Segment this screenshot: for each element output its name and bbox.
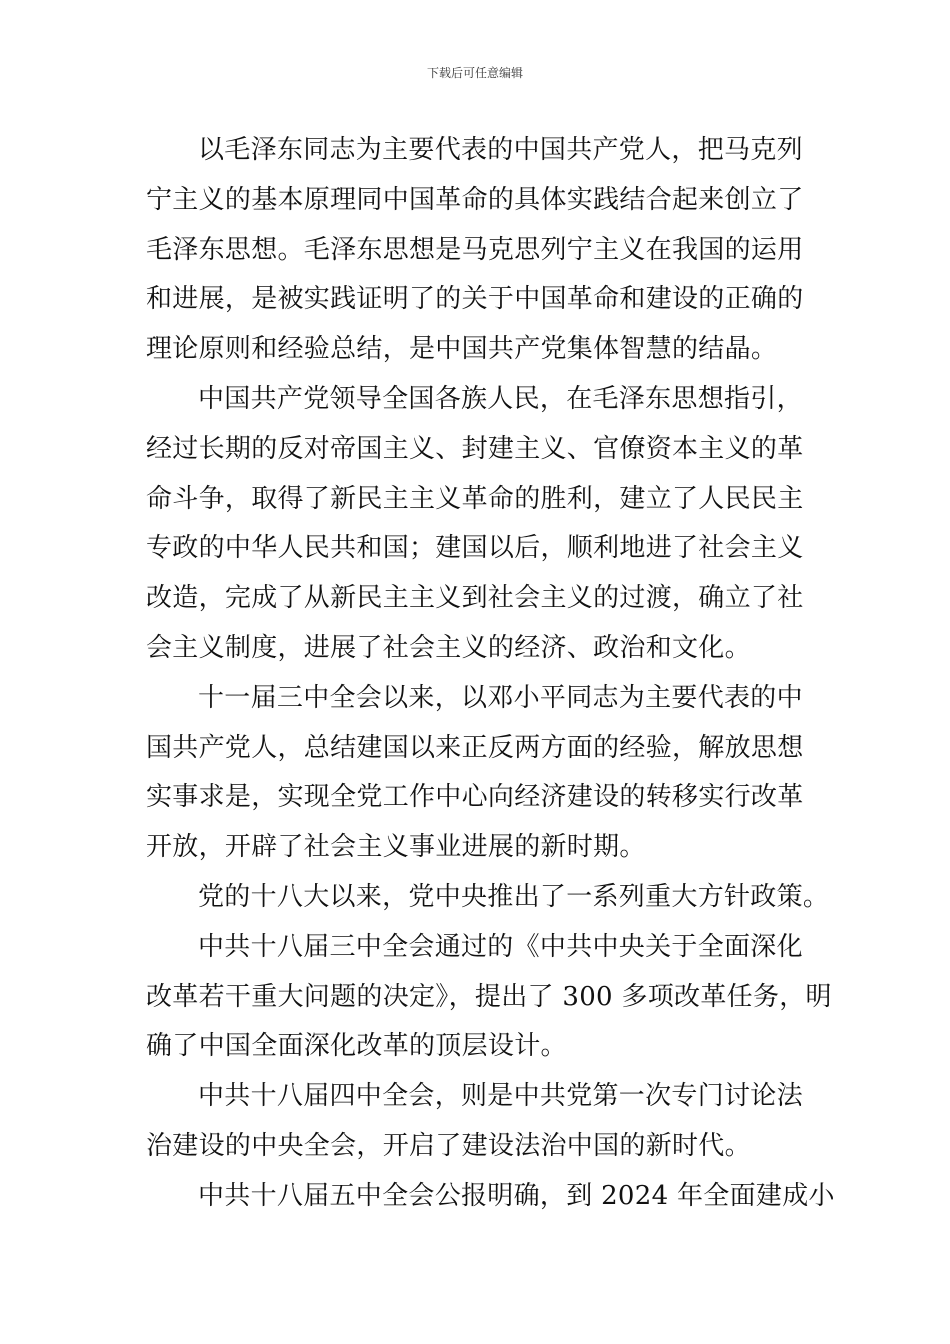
text-line: 命斗争，取得了新民主主义革命的胜利，建立了人民民主 [146, 483, 804, 514]
text-line: 改革若干重大问题的决定》，提出了 300 多项改革任务，明 [146, 981, 832, 1012]
text-line: 中共十八届四中全会，则是中共党第一次专门讨论法 [198, 1081, 803, 1112]
paragraph-5 [146, 923, 832, 1072]
paragraph-4 [146, 873, 830, 923]
paragraph-7 [146, 1172, 835, 1222]
text-line: 十一届三中全会以来，以邓小平同志为主要代表的中 [198, 682, 803, 713]
text-line: 专政的中华人民共和国；建国以后，顺利地进了社会主义 [146, 533, 804, 564]
document-body [146, 126, 835, 1222]
text-line: 以毛泽东同志为主要代表的中国共产党人，把马克列 [198, 135, 803, 165]
page-header-note: 下载后可任意编辑 [426, 66, 523, 80]
paragraph-3 [146, 674, 806, 873]
text-line: 理论原则和经验总结，是中国共产党集体智慧的结晶。 [146, 334, 778, 365]
text-line: 会主义制度，进展了社会主义的经济、政治和文化。 [146, 632, 751, 663]
text-line: 中国共产党领导全国各族人民，在毛泽东思想指引， [198, 383, 803, 414]
text-line: 宁主义的基本原理同中国革命的具体实践结合起来创立了 [146, 184, 804, 215]
text-line: 实事求是，实现全党工作中心向经济建设的转移实行改革 [146, 782, 804, 813]
text-line: 治建设的中央全会，开启了建设法治中国的新时代。 [146, 1130, 751, 1161]
text-line: 国共产党人，总结建国以来正反两方面的经验，解放思想 [146, 732, 804, 763]
text-line: 开放，开辟了社会主义事业进展的新时期。 [146, 832, 646, 863]
text-line: 毛泽东思想。毛泽东思想是马克思列宁主义在我国的运用 [146, 234, 804, 265]
text-line: 中共十八届三中全会通过的《中共中央关于全面深化 [198, 931, 803, 962]
paragraph-1 [146, 126, 806, 375]
text-line: 改造，完成了从新民主主义到社会主义的过渡，确立了社 [146, 583, 804, 614]
text-line: 党的十八大以来，党中央推出了一系列重大方针政策。 [198, 881, 830, 912]
paragraph-6 [146, 1072, 806, 1172]
text-line: 和进展，是被实践证明了的关于中国革命和建设的正确的 [146, 284, 804, 315]
text-line: 中共十八届五中全会公报明确，到 2024 年全面建成小 [198, 1180, 835, 1211]
text-line: 经过长期的反对帝国主义、封建主义、官僚资本主义的革 [146, 433, 804, 464]
paragraph-2 [146, 375, 806, 674]
text-line: 确了中国全面深化改革的顶层设计。 [146, 1031, 567, 1062]
